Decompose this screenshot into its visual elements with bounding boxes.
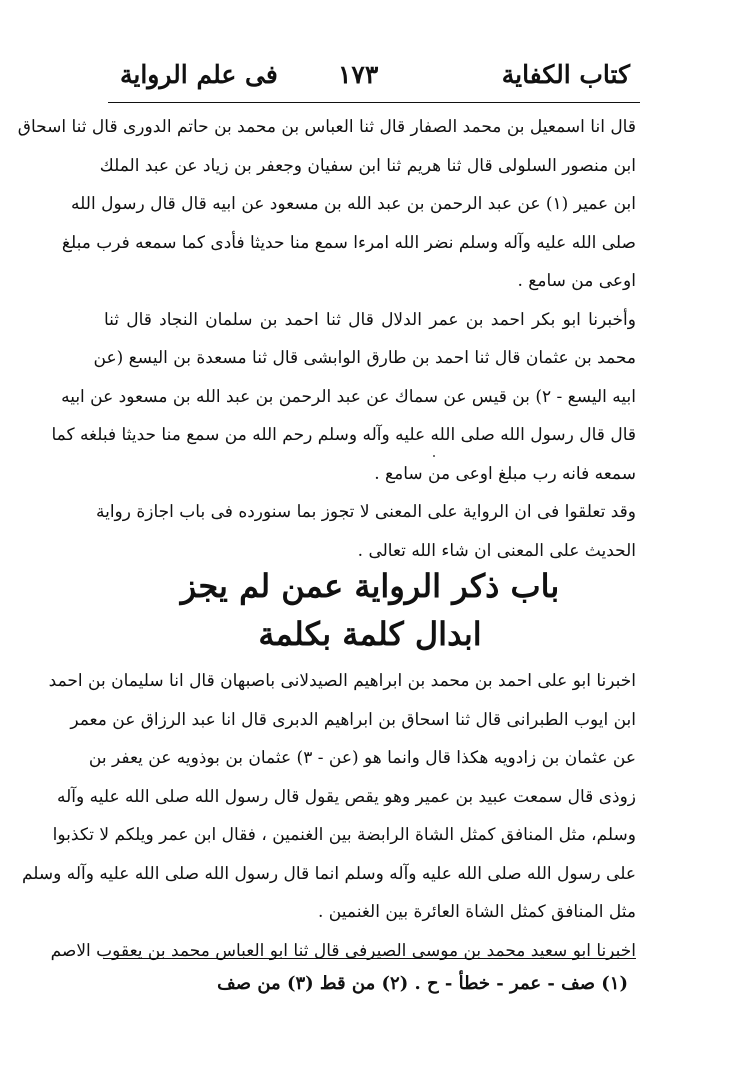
text-line: صلى الله عليه وآله وسلم نضر الله امرءا سمع منا حديثا فأدى كما سمعه فرب مبلغ (61, 232, 636, 253)
text-line: اخبرنا ابو على احمد بن محمد بن ابراهيم الصيدلانى باصبهان قال انا سليمان بن احمد (48, 671, 636, 691)
text-line: اخبرنا ابو سعيد محمد بن موسى الصيرفى قال ثنا ابو العباس محمد بن يعقوب الاصم (50, 940, 636, 961)
section-title: فى علم الرواية (120, 60, 278, 89)
page-header (120, 52, 630, 100)
paragraph (17, 108, 636, 301)
header-rule (108, 102, 640, 103)
text-line: وقد تعلقوا فى ان الرواية على المعنى لا تجوز بما سنورده فى باب اجازة رواية (95, 502, 636, 522)
text-line: ابن ايوب الطبرانى قال ثنا اسحاق بن ابراهيم الدبرى قال انا عبد الرزاق عن معمر (70, 709, 636, 730)
text-line: قال انا اسمعيل بن محمد الصفار قال ثنا العباس بن محمد بن حاتم الدورى قال ثنا اسحاق (17, 117, 636, 137)
text-line: على رسول الله صلى الله عليه وآله وسلم انما قال رسول الله صلى الله عليه وآله وسلم (21, 863, 636, 884)
text-line: اوعى من سامع . (517, 271, 636, 291)
footnote-rule (104, 958, 636, 959)
text-line: ابن عمير (١) عن عبد الرحمن بن عبد الله بن مسعود عن ابيه قال قال رسول الله (71, 194, 636, 214)
text-line: الحديث على المعنى ان شاء الله تعالى . (357, 540, 636, 561)
text-line: وسلم، مثل المنافق كمثل الشاة الرابضة بين الغنمين ، فقال ابن عمر ويلكم لا تكذبوا (52, 825, 636, 845)
body-text-bottom (21, 662, 636, 970)
text-line: قال قال رسول الله صلى الله عليه وآله وسلم رحم الله من سمع منا حديثا فبلغه كما (51, 425, 636, 445)
paragraph (51, 301, 636, 494)
page-number: ١٧٣ (338, 60, 379, 89)
paragraph (50, 932, 636, 971)
footnote: (١) صف - عمر - خطأ - ح . (٢) من قط (٣) من صف (217, 973, 628, 994)
book-title: كتاب الكفاية (501, 60, 630, 89)
chapter-heading-line-2: ابدال كلمة بكلمة (258, 615, 482, 653)
text-line: عن عثمان بن زادويه هكذا قال وانما هو (عن - ٣) عثمان بن بوذويه عن يعفر بن (88, 748, 636, 768)
paragraph (21, 662, 636, 932)
text-line: ابيه اليسع - ٢) بن قيس عن سماك عن عبد الرحمن بن عبد الله بن مسعود عن ابيه (61, 386, 636, 407)
text-line: محمد بن عثمان قال ثنا احمد بن طارق الوابشى قال ثنا مسعدة بن اليسع (عن (93, 348, 636, 368)
ink-speck (433, 455, 435, 457)
text-line: وأخبرنا ابو بكر احمد بن عمر الدلال قال ثنا احمد بن سلمان النجاد قال ثنا (104, 309, 636, 330)
text-line: ابن منصور السلولى قال ثنا هريم ثنا ابن سفيان وجعفر بن زياد عن عبد الملك (99, 155, 636, 176)
text-line: مثل المنافق كمثل الشاة العائرة بين الغنمين . (317, 902, 636, 922)
text-line: سمعه فانه رب مبلغ اوعى من سامع . (374, 463, 636, 484)
chapter-heading-line-1: باب ذكر الرواية عمن لم يجز (180, 567, 560, 605)
text-line: زوذى قال سمعت عبيد بن عمير وهو يقص يقول قال رسول الله صلى الله عليه وآله (56, 786, 636, 807)
body-text-top (17, 108, 636, 570)
paragraph (95, 493, 636, 570)
